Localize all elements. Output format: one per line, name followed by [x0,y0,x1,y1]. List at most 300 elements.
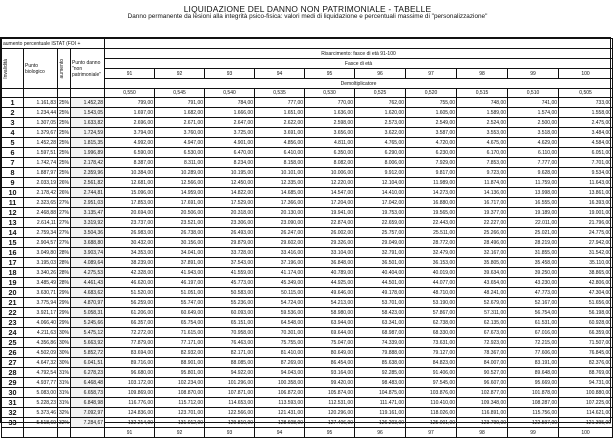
aumento-cell[interactable]: 25% [59,129,70,136]
value-cell[interactable]: 38.239,00 [105,258,155,268]
value-cell[interactable]: 51.520,00 [105,288,155,298]
invalidita-cell[interactable]: 20 [2,288,24,298]
aumento-cell[interactable]: 28% [59,279,70,286]
value-cell[interactable]: 3.725,00 [205,128,255,138]
aumento-cell[interactable]: 31% [59,389,70,396]
value-cell[interactable]: 80.649,00 [305,348,355,358]
value-cell[interactable]: 126.203,00 [355,418,406,428]
punto-biologico-cell[interactable]: 3.485,49 [24,278,58,288]
invalidita-cell[interactable]: 8 [2,168,24,178]
invalidita-cell[interactable]: 9 [2,178,24,188]
value-cell[interactable]: 45.773,00 [205,278,255,288]
value-cell[interactable]: 748,00 [457,98,508,108]
value-cell[interactable]: 11.989,00 [406,178,457,188]
value-cell[interactable]: 95.669,00 [508,378,559,388]
value-cell[interactable]: 77.171,00 [155,338,205,348]
value-cell[interactable]: 10.006,00 [305,168,355,178]
value-cell[interactable]: 3.656,00 [305,128,355,138]
value-cell[interactable]: 24.775,00 [559,228,613,238]
punto-biologico-cell[interactable]: 4.356,86 [24,338,58,348]
punto-danno-cell[interactable]: 4.870,97 [71,298,105,308]
value-cell[interactable]: 71.615,00 [155,328,205,338]
invalidita-cell[interactable]: 18 [2,268,24,278]
value-cell[interactable]: 53.190,00 [406,298,457,308]
value-cell[interactable]: 102.234,00 [155,378,205,388]
value-cell[interactable]: 115.712,00 [155,398,205,408]
value-cell[interactable]: 1.605,00 [406,108,457,118]
punto-danno-cell[interactable]: 6.848,98 [71,398,105,408]
value-cell[interactable]: 4.947,00 [155,138,205,148]
punto-danno-cell[interactable]: 1.543,05 [71,108,105,118]
punto-danno-cell[interactable]: 7.092,97 [71,408,105,418]
value-cell[interactable]: 116.776,00 [105,398,155,408]
value-cell[interactable]: 64.548,00 [255,318,305,328]
value-cell[interactable]: 19.941,00 [305,208,355,218]
value-cell[interactable]: 84.823,00 [406,358,457,368]
value-cell[interactable]: 107.871,00 [205,388,255,398]
value-cell[interactable]: 2.647,00 [205,118,255,128]
punto-biologico-cell[interactable]: 1.452,28 [24,138,58,148]
value-cell[interactable]: 38.865,00 [559,268,613,278]
value-cell[interactable]: 55.236,00 [205,298,255,308]
value-cell[interactable]: 67.673,00 [457,328,508,338]
punto-danno-cell[interactable]: 2.561,82 [71,178,105,188]
value-cell[interactable]: 2.475,00 [559,118,613,128]
value-cell[interactable]: 60.649,00 [155,308,205,318]
value-cell[interactable]: 9.628,00 [508,168,559,178]
punto-danno-cell[interactable]: 2.178,42 [71,158,105,168]
value-cell[interactable]: 101.878,00 [508,388,559,398]
value-cell[interactable]: 95.801,00 [155,368,205,378]
punto-biologico-cell[interactable]: 1.742,74 [24,158,58,168]
value-cell[interactable]: 131.012,00 [155,418,205,428]
value-cell[interactable]: 6.530,00 [155,148,205,158]
value-cell[interactable]: 70.301,00 [255,328,305,338]
value-cell[interactable]: 114.653,00 [205,398,255,408]
value-cell[interactable]: 75.755,00 [255,338,305,348]
punto-danno-cell[interactable]: 5.663,92 [71,338,105,348]
value-cell[interactable]: 103.172,00 [105,378,155,388]
value-cell[interactable]: 19.001,00 [559,208,613,218]
punto-biologico-cell[interactable]: 3.049,80 [24,248,58,258]
value-cell[interactable]: 72.215,00 [508,338,559,348]
value-cell[interactable]: 10.101,00 [255,168,305,178]
value-cell[interactable]: 17.853,00 [105,198,155,208]
value-cell[interactable]: 45.349,00 [255,278,305,288]
value-cell[interactable]: 87.269,00 [255,358,305,368]
value-cell[interactable]: 114.621,00 [559,408,613,418]
invalidita-cell[interactable]: 10 [2,188,24,198]
value-cell[interactable]: 3.760,00 [155,128,205,138]
punto-biologico-cell[interactable]: 4.066,40 [24,318,58,328]
value-cell[interactable]: 47.773,00 [508,288,559,298]
value-cell[interactable]: 94.731,00 [559,378,613,388]
value-cell[interactable]: 26.983,00 [105,228,155,238]
value-cell[interactable]: 2.696,00 [105,118,155,128]
value-cell[interactable]: 68.987,00 [355,328,406,338]
value-cell[interactable]: 44.925,00 [305,278,355,288]
value-cell[interactable]: 113.593,00 [255,398,305,408]
value-cell[interactable]: 23.306,00 [205,218,255,228]
value-cell[interactable]: 66.357,00 [105,318,155,328]
aumento-cell[interactable]: 31% [59,369,70,376]
aumento-cell[interactable]: 26% [59,189,70,196]
invalidita-cell[interactable]: 31 [2,398,24,408]
value-cell[interactable]: 51.051,00 [155,288,205,298]
value-cell[interactable]: 8.158,00 [255,158,305,168]
value-cell[interactable]: 4.765,00 [355,138,406,148]
aumento-cell[interactable]: 25% [59,169,70,176]
value-cell[interactable]: 42.806,00 [559,278,613,288]
punto-danno-cell[interactable]: 1.815,35 [71,138,105,148]
value-cell[interactable]: 82.932,00 [155,348,205,358]
value-cell[interactable]: 57.311,00 [457,308,508,318]
value-cell[interactable]: 770,00 [305,98,355,108]
value-cell[interactable]: 784,00 [205,98,255,108]
value-cell[interactable]: 6.290,00 [355,148,406,158]
value-cell[interactable]: 12.681,00 [105,178,155,188]
value-cell[interactable]: 121.395,00 [559,418,613,428]
punto-biologico-cell[interactable]: 1.161,83 [24,98,58,108]
value-cell[interactable]: 8.006,00 [355,158,406,168]
value-cell[interactable]: 6.051,00 [559,148,613,158]
value-cell[interactable]: 6.350,00 [305,148,355,158]
formula-cell[interactable] [105,39,613,49]
value-cell[interactable]: 3.794,00 [105,128,155,138]
value-cell[interactable]: 25.021,00 [508,228,559,238]
punto-biologico-cell[interactable]: 2.033,19 [24,178,58,188]
aumento-cell[interactable]: 27% [59,199,70,206]
value-cell[interactable]: 26.738,00 [155,228,205,238]
punto-biologico-cell[interactable]: 4.211,63 [24,328,58,338]
value-cell[interactable]: 109.348,00 [457,398,508,408]
value-cell[interactable]: 7.701,00 [559,158,613,168]
value-cell[interactable]: 17.529,00 [205,198,255,208]
value-cell[interactable]: 16.880,00 [406,198,457,208]
aumento-cell[interactable]: 29% [59,289,70,296]
value-cell[interactable]: 65.151,00 [205,318,255,328]
value-cell[interactable]: 120.296,00 [305,408,355,418]
punto-biologico-cell[interactable]: 3.921,17 [24,308,58,318]
value-cell[interactable]: 10.195,00 [205,168,255,178]
punto-biologico-cell[interactable]: 3.195,03 [24,258,58,268]
value-cell[interactable]: 2.500,00 [508,118,559,128]
value-cell[interactable]: 36.501,00 [355,258,406,268]
value-cell[interactable]: 91.406,00 [406,368,457,378]
value-cell[interactable]: 777,00 [255,98,305,108]
aumento-cell[interactable]: 28% [59,259,70,266]
aumento-cell[interactable]: 27% [59,229,70,236]
punto-biologico-cell[interactable]: 1.234,44 [24,108,58,118]
value-cell[interactable]: 97.545,00 [406,378,457,388]
value-cell[interactable]: 88.901,00 [155,358,205,368]
value-cell[interactable]: 25.757,00 [355,228,406,238]
value-cell[interactable]: 20.130,00 [255,208,305,218]
punto-danno-cell[interactable]: 2.951,03 [71,198,105,208]
value-cell[interactable]: 25.266,00 [457,228,508,238]
value-cell[interactable]: 48.710,00 [406,288,457,298]
value-cell[interactable]: 11.759,00 [508,178,559,188]
value-cell[interactable]: 16.393,00 [559,198,613,208]
value-cell[interactable]: 19.377,00 [457,208,508,218]
punto-biologico-cell[interactable]: 1.379,67 [24,128,58,138]
value-cell[interactable]: 72.272,00 [105,328,155,338]
punto-biologico-cell[interactable]: 4.647,32 [24,358,58,368]
value-cell[interactable]: 23.737,00 [105,218,155,228]
value-cell[interactable]: 109.869,00 [105,388,155,398]
value-cell[interactable]: 32.479,00 [406,248,457,258]
value-cell[interactable]: 60.093,00 [205,308,255,318]
formula-label[interactable]: aumento percentuale ISTAT (FOI + [2,39,105,49]
aumento-cell[interactable]: 28% [59,249,70,256]
invalidita-cell[interactable]: 25 [2,338,24,348]
value-cell[interactable]: 37.196,00 [255,258,305,268]
value-cell[interactable]: 99.420,00 [305,378,355,388]
invalidita-cell[interactable]: 17 [2,258,24,268]
value-cell[interactable]: 42.328,00 [105,268,155,278]
value-cell[interactable]: 129.810,00 [205,418,255,428]
value-cell[interactable]: 17.691,00 [155,198,205,208]
value-cell[interactable]: 14.136,00 [457,188,508,198]
value-cell[interactable]: 4.856,00 [255,138,305,148]
punto-danno-cell[interactable]: 3.903,74 [71,248,105,258]
value-cell[interactable]: 7.929,00 [406,158,457,168]
value-cell[interactable]: 1.666,00 [205,108,255,118]
value-cell[interactable]: 28.219,00 [508,238,559,248]
aumento-cell[interactable]: 25% [59,149,70,156]
value-cell[interactable]: 100.358,00 [255,378,305,388]
value-cell[interactable]: 43.654,00 [457,278,508,288]
spreadsheet[interactable] [0,37,612,436]
value-cell[interactable]: 128.608,00 [255,418,305,428]
aumento-cell[interactable]: 25% [59,159,70,166]
value-cell[interactable]: 58.980,00 [305,308,355,318]
value-cell[interactable]: 50.583,00 [205,288,255,298]
value-cell[interactable]: 51.656,00 [559,298,613,308]
value-cell[interactable]: 11.874,00 [457,178,508,188]
punto-danno-cell[interactable]: 5.475,12 [71,328,105,338]
value-cell[interactable]: 35.110,00 [559,258,613,268]
value-cell[interactable]: 3.587,00 [406,128,457,138]
value-cell[interactable]: 7.853,00 [457,158,508,168]
value-cell[interactable]: 10.384,00 [105,168,155,178]
value-cell[interactable]: 4.811,00 [305,138,355,148]
value-cell[interactable]: 755,00 [406,98,457,108]
invalidita-cell[interactable]: 19 [2,278,24,288]
value-cell[interactable]: 76.845,00 [559,348,613,358]
value-cell[interactable]: 29.049,00 [355,238,406,248]
value-cell[interactable]: 83.191,00 [508,358,559,368]
value-cell[interactable]: 65.754,00 [155,318,205,328]
punto-danno-cell[interactable]: 1.724,59 [71,128,105,138]
punto-danno-cell[interactable]: 3.319,92 [71,218,105,228]
value-cell[interactable]: 3.622,00 [355,128,406,138]
value-cell[interactable]: 44.501,00 [355,278,406,288]
value-cell[interactable]: 22.874,00 [305,218,355,228]
punto-danno-cell[interactable]: 6.468,48 [71,378,105,388]
value-cell[interactable]: 22.011,00 [508,218,559,228]
value-cell[interactable]: 741,00 [508,98,559,108]
value-cell[interactable]: 28.772,00 [406,238,457,248]
value-cell[interactable]: 33.728,00 [205,248,255,258]
value-cell[interactable]: 8.311,00 [155,158,205,168]
value-cell[interactable]: 123.799,00 [457,418,508,428]
punto-biologico-cell[interactable]: 2.323,65 [24,198,58,208]
value-cell[interactable]: 39.250,00 [508,268,559,278]
aumento-cell[interactable]: 29% [59,299,70,306]
invalidita-cell[interactable]: 7 [2,158,24,168]
value-cell[interactable]: 25.511,00 [406,228,457,238]
value-cell[interactable]: 37.543,00 [205,258,255,268]
value-cell[interactable]: 32.167,00 [457,248,508,258]
value-cell[interactable]: 6.470,00 [205,148,255,158]
value-cell[interactable]: 107.225,00 [559,398,613,408]
value-cell[interactable]: 9.723,00 [457,168,508,178]
value-cell[interactable]: 90.527,00 [457,368,508,378]
value-cell[interactable]: 14.685,00 [255,188,305,198]
punto-danno-cell[interactable]: 4.275,53 [71,268,105,278]
value-cell[interactable]: 2.622,00 [255,118,305,128]
value-cell[interactable]: 2.549,00 [406,118,457,128]
value-cell[interactable]: 56.198,00 [559,308,613,318]
value-cell[interactable]: 94.922,00 [205,368,255,378]
value-cell[interactable]: 733,00 [559,98,613,108]
aumento-cell[interactable]: 25% [59,139,70,146]
value-cell[interactable]: 8.387,00 [105,158,155,168]
value-cell[interactable]: 66.359,00 [559,328,613,338]
aumento-cell[interactable]: 25% [59,99,70,106]
aumento-cell[interactable]: 25% [59,109,70,116]
punto-danno-cell[interactable]: 5.852,72 [71,348,105,358]
value-cell[interactable]: 20.694,00 [105,208,155,218]
aumento-cell[interactable]: 30% [59,349,70,356]
value-cell[interactable]: 13.861,00 [559,188,613,198]
invalidita-cell[interactable]: 33 [2,418,24,428]
value-cell[interactable]: 1.651,00 [255,108,305,118]
value-cell[interactable]: 85.638,00 [355,358,406,368]
value-cell[interactable]: 1.558,00 [559,108,613,118]
value-cell[interactable]: 21.796,00 [559,218,613,228]
value-cell[interactable]: 61.206,00 [105,308,155,318]
punto-biologico-cell[interactable]: 3.340,26 [24,268,58,278]
punto-danno-cell[interactable]: 4.461,43 [71,278,105,288]
invalidita-cell[interactable]: 5 [2,138,24,148]
value-cell[interactable]: 82.171,00 [205,348,255,358]
value-cell[interactable]: 111.471,00 [355,398,406,408]
value-cell[interactable]: 14.547,00 [305,188,355,198]
value-cell[interactable]: 26.002,00 [305,228,355,238]
aumento-cell[interactable]: 32% [59,419,70,426]
invalidita-cell[interactable]: 22 [2,308,24,318]
aumento-cell[interactable]: 26% [59,179,70,186]
invalidita-cell[interactable]: 27 [2,358,24,368]
punto-danno-cell[interactable]: 3.135,47 [71,208,105,218]
value-cell[interactable]: 41.559,00 [205,268,255,278]
value-cell[interactable]: 14.959,00 [155,188,205,198]
value-cell[interactable]: 76.463,00 [205,338,255,348]
value-cell[interactable]: 13.998,00 [508,188,559,198]
value-cell[interactable]: 1.636,00 [305,108,355,118]
value-cell[interactable]: 12.335,00 [255,178,305,188]
value-cell[interactable]: 15.096,00 [105,188,155,198]
value-cell[interactable]: 101.296,00 [205,378,255,388]
value-cell[interactable]: 73.631,00 [406,338,457,348]
value-cell[interactable]: 22.227,00 [457,218,508,228]
punto-biologico-cell[interactable]: 2.178,42 [24,188,58,198]
punto-danno-cell[interactable]: 3.688,80 [71,238,105,248]
value-cell[interactable]: 33.416,00 [255,248,305,258]
value-cell[interactable]: 44.077,00 [406,278,457,288]
value-cell[interactable]: 57.867,00 [406,308,457,318]
value-cell[interactable]: 799,00 [105,98,155,108]
invalidita-cell[interactable]: 6 [2,148,24,158]
value-cell[interactable]: 1.697,00 [105,108,155,118]
value-cell[interactable]: 7.777,00 [508,158,559,168]
value-cell[interactable]: 29.879,00 [205,238,255,248]
value-cell[interactable]: 8.082,00 [305,158,355,168]
value-cell[interactable]: 40.789,00 [305,268,355,278]
punto-biologico-cell[interactable]: 2.904,57 [24,238,58,248]
value-cell[interactable]: 14.273,00 [406,188,457,198]
invalidita-cell[interactable]: 23 [2,318,24,328]
value-cell[interactable]: 89.716,00 [105,358,155,368]
value-cell[interactable]: 20.318,00 [205,208,255,218]
value-cell[interactable]: 20.506,00 [155,208,205,218]
value-cell[interactable]: 14.822,00 [205,188,255,198]
value-cell[interactable]: 12.104,00 [355,178,406,188]
value-cell[interactable]: 41.174,00 [255,268,305,278]
invalidita-cell[interactable]: 11 [2,198,24,208]
value-cell[interactable]: 10.289,00 [155,168,205,178]
value-cell[interactable]: 112.531,00 [305,398,355,408]
value-cell[interactable]: 63.944,00 [305,318,355,328]
value-cell[interactable]: 2.598,00 [305,118,355,128]
value-cell[interactable]: 49.646,00 [305,288,355,298]
value-cell[interactable]: 62.135,00 [457,318,508,328]
punto-biologico-cell[interactable]: 1.307,05 [24,118,58,128]
value-cell[interactable]: 132.214,00 [105,418,155,428]
value-cell[interactable]: 4.720,00 [406,138,457,148]
punto-danno-cell[interactable]: 1.996,89 [71,148,105,158]
value-cell[interactable]: 43.230,00 [508,278,559,288]
value-cell[interactable]: 127.406,00 [305,418,355,428]
value-cell[interactable]: 30.156,00 [155,238,205,248]
value-cell[interactable]: 6.110,00 [508,148,559,158]
value-cell[interactable]: 22.443,00 [406,218,457,228]
punto-biologico-cell[interactable]: 3.630,71 [24,288,58,298]
value-cell[interactable]: 49.178,00 [355,288,406,298]
punto-biologico-cell[interactable]: 5.373,46 [24,408,58,418]
value-cell[interactable]: 71.507,00 [559,338,613,348]
punto-danno-cell[interactable]: 6.278,23 [71,368,105,378]
value-cell[interactable]: 26.493,00 [205,228,255,238]
value-cell[interactable]: 19.189,00 [508,208,559,218]
punto-biologico-cell[interactable]: 3.775,94 [24,298,58,308]
punto-biologico-cell[interactable]: 4.937,77 [24,378,58,388]
punto-biologico-cell[interactable]: 5.518,69 [24,418,58,428]
value-cell[interactable]: 17.204,00 [305,198,355,208]
value-cell[interactable]: 12.566,00 [155,178,205,188]
invalidita-cell[interactable]: 29 [2,378,24,388]
value-cell[interactable]: 3.484,00 [559,128,613,138]
aumento-cell[interactable]: 32% [59,409,70,416]
punto-biologico-cell[interactable]: 5.228,23 [24,398,58,408]
value-cell[interactable]: 41.943,00 [155,268,205,278]
value-cell[interactable]: 16.555,00 [508,198,559,208]
value-cell[interactable]: 88.085,00 [205,358,255,368]
value-cell[interactable]: 75.047,00 [305,338,355,348]
value-cell[interactable]: 32.791,00 [355,248,406,258]
